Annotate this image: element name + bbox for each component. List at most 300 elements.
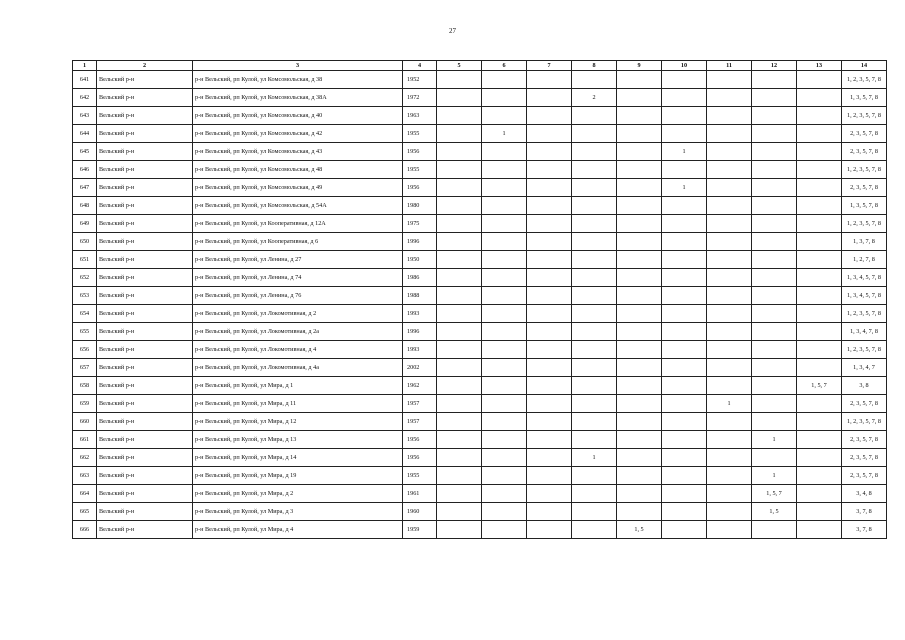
table-cell (572, 233, 617, 251)
table-cell: 1, 5, 7 (752, 485, 797, 503)
table-cell: 1, 5, 7 (797, 377, 842, 395)
table-row (73, 359, 887, 377)
table-cell: Вельский р-н (97, 251, 193, 269)
column-header: 4 (403, 61, 437, 71)
table-row (73, 89, 887, 107)
table-cell: 660 (73, 413, 97, 431)
table-cell (482, 341, 527, 359)
column-header: 3 (193, 61, 403, 71)
table-cell: 1, 2, 3, 5, 7, 8 (842, 413, 887, 431)
table-cell: 651 (73, 251, 97, 269)
table-cell (752, 323, 797, 341)
table-cell (662, 323, 707, 341)
table-cell (437, 341, 482, 359)
table-cell: Вельский р-н (97, 359, 193, 377)
table-cell: 2002 (403, 359, 437, 377)
table-cell (482, 521, 527, 539)
table-cell (707, 233, 752, 251)
table-cell: р-н Вельский, рп Кулой, ул Мира, д 4 (193, 521, 403, 539)
table-cell: 1, 2, 3, 5, 7, 8 (842, 215, 887, 233)
table-cell (572, 341, 617, 359)
table-cell: 1956 (403, 143, 437, 161)
table-cell (482, 377, 527, 395)
table-cell (527, 485, 572, 503)
table-cell (797, 215, 842, 233)
table-cell: 657 (73, 359, 97, 377)
table-cell (617, 449, 662, 467)
table-cell (752, 89, 797, 107)
table-cell: 1, 3, 4, 7, 8 (842, 323, 887, 341)
table-cell: 1996 (403, 233, 437, 251)
table-cell (527, 179, 572, 197)
table-cell: 1, 2, 3, 5, 7, 8 (842, 107, 887, 125)
table-cell (662, 305, 707, 323)
table-cell: 2 (572, 89, 617, 107)
table-cell: Вельский р-н (97, 215, 193, 233)
table-cell: 2, 3, 5, 7, 8 (842, 449, 887, 467)
table-cell (527, 107, 572, 125)
table-cell: Вельский р-н (97, 449, 193, 467)
table-cell (437, 107, 482, 125)
table-cell (752, 269, 797, 287)
table-cell (572, 395, 617, 413)
table-cell: р-н Вельский, рп Кулой, ул Комсомольская, д 54А (193, 197, 403, 215)
table-cell (707, 215, 752, 233)
table-row (73, 395, 887, 413)
table-cell (752, 125, 797, 143)
table-cell (617, 305, 662, 323)
table-cell (527, 125, 572, 143)
table-cell (797, 125, 842, 143)
table-cell (662, 197, 707, 215)
table-cell (437, 215, 482, 233)
table-cell (572, 359, 617, 377)
table-cell: 1950 (403, 251, 437, 269)
table-cell (662, 395, 707, 413)
table-cell (527, 71, 572, 89)
table-cell: 652 (73, 269, 97, 287)
page-number: 27 (449, 27, 456, 35)
table-cell: 648 (73, 197, 97, 215)
table-cell (437, 305, 482, 323)
table-cell (527, 89, 572, 107)
table-cell: 2, 3, 5, 7, 8 (842, 395, 887, 413)
table-cell: 1, 5 (617, 521, 662, 539)
table-cell (707, 287, 752, 305)
table-cell (482, 449, 527, 467)
table-cell: 647 (73, 179, 97, 197)
table-cell (527, 323, 572, 341)
table-cell (482, 359, 527, 377)
table-cell (662, 449, 707, 467)
table-cell (572, 305, 617, 323)
table-cell (662, 521, 707, 539)
table-cell (572, 161, 617, 179)
table-cell: р-н Вельский, рп Кулой, ул Мира, д 11 (193, 395, 403, 413)
table-cell (437, 287, 482, 305)
table-cell: Вельский р-н (97, 197, 193, 215)
table-cell (437, 359, 482, 377)
table-cell: 1, 2, 3, 5, 7, 8 (842, 71, 887, 89)
table-cell: Вельский р-н (97, 161, 193, 179)
table-cell (482, 233, 527, 251)
table-cell (707, 179, 752, 197)
table-cell (482, 323, 527, 341)
table-cell (752, 179, 797, 197)
table-cell (707, 359, 752, 377)
table-cell (437, 89, 482, 107)
table-cell: 1, 2, 3, 5, 7, 8 (842, 161, 887, 179)
table-cell: 1952 (403, 71, 437, 89)
table-cell (797, 287, 842, 305)
table-cell: 1, 3, 5, 7, 8 (842, 89, 887, 107)
table-cell (437, 503, 482, 521)
table-cell (437, 449, 482, 467)
table-cell (527, 449, 572, 467)
table-row (73, 449, 887, 467)
table-cell (572, 269, 617, 287)
table-cell: 3, 7, 8 (842, 503, 887, 521)
table-cell (572, 143, 617, 161)
table-cell: 1, 3, 4, 5, 7, 8 (842, 269, 887, 287)
table-cell (437, 467, 482, 485)
table-cell: р-н Вельский, рп Кулой, ул Мира, д 3 (193, 503, 403, 521)
table-cell (527, 467, 572, 485)
table-cell (437, 377, 482, 395)
table-cell: р-н Вельский, рп Кулой, ул Локомотивная, д 2 (193, 305, 403, 323)
table-cell (572, 431, 617, 449)
table-cell (482, 161, 527, 179)
table-row (73, 71, 887, 89)
table-cell (572, 503, 617, 521)
table-cell: 1, 3, 4, 5, 7, 8 (842, 287, 887, 305)
table-cell: 1 (752, 467, 797, 485)
table-cell (572, 197, 617, 215)
table-cell (797, 161, 842, 179)
table-cell: р-н Вельский, рп Кулой, ул Мира, д 2 (193, 485, 403, 503)
table-cell (437, 395, 482, 413)
table-cell (797, 233, 842, 251)
table-cell (437, 71, 482, 89)
table-cell (437, 485, 482, 503)
table-cell (572, 413, 617, 431)
table-cell: 1996 (403, 323, 437, 341)
table-row (73, 161, 887, 179)
table-cell (482, 395, 527, 413)
table-cell: 654 (73, 305, 97, 323)
table-cell (752, 449, 797, 467)
table-cell: р-н Вельский, рп Кулой, ул Комсомольская, д 38А (193, 89, 403, 107)
table-cell: 659 (73, 395, 97, 413)
table-row (73, 503, 887, 521)
table-cell: 1956 (403, 431, 437, 449)
table-cell (572, 179, 617, 197)
table-cell: 1956 (403, 449, 437, 467)
table-cell (797, 503, 842, 521)
table-cell (527, 503, 572, 521)
table-cell: 1986 (403, 269, 437, 287)
table-cell: 3, 7, 8 (842, 521, 887, 539)
table-row (73, 341, 887, 359)
table-cell (797, 89, 842, 107)
table-cell (527, 413, 572, 431)
table-cell: р-н Вельский, рп Кулой, ул Локомотивная, д 4а (193, 359, 403, 377)
table-cell (572, 125, 617, 143)
table-cell: р-н Вельский, рп Кулой, ул Мира, д 14 (193, 449, 403, 467)
table-cell: Вельский р-н (97, 503, 193, 521)
table-cell (797, 251, 842, 269)
table-cell: Вельский р-н (97, 143, 193, 161)
table-cell: р-н Вельский, рп Кулой, ул Комсомольская, д 42 (193, 125, 403, 143)
table-cell (707, 143, 752, 161)
table-cell (797, 359, 842, 377)
table-cell (527, 305, 572, 323)
column-header: 10 (662, 61, 707, 71)
table-cell: 1, 2, 7, 8 (842, 251, 887, 269)
table-cell (527, 359, 572, 377)
table-cell (662, 359, 707, 377)
table-cell (617, 107, 662, 125)
table-cell (797, 467, 842, 485)
table-cell: 1 (662, 179, 707, 197)
table-cell (572, 287, 617, 305)
table-cell (437, 161, 482, 179)
table-cell (617, 251, 662, 269)
table-cell: 1 (572, 449, 617, 467)
table-cell (482, 251, 527, 269)
table-cell (617, 143, 662, 161)
table-row (73, 125, 887, 143)
table-cell: р-н Вельский, рп Кулой, ул Мира, д 12 (193, 413, 403, 431)
table-cell (437, 413, 482, 431)
table-cell (572, 323, 617, 341)
table-cell (617, 503, 662, 521)
table-cell (707, 251, 752, 269)
table-cell: р-н Вельский, рп Кулой, ул Ленина, д 76 (193, 287, 403, 305)
table-cell: Вельский р-н (97, 467, 193, 485)
table-cell: 1, 3, 5, 7, 8 (842, 197, 887, 215)
table-cell: 1957 (403, 413, 437, 431)
table-row (73, 431, 887, 449)
table-cell (482, 467, 527, 485)
table-cell (482, 143, 527, 161)
table-row (73, 251, 887, 269)
column-header: 8 (572, 61, 617, 71)
table-cell (752, 413, 797, 431)
table-cell (707, 431, 752, 449)
column-header: 2 (97, 61, 193, 71)
column-header: 13 (797, 61, 842, 71)
table-cell (797, 341, 842, 359)
table-cell (482, 503, 527, 521)
table-cell: Вельский р-н (97, 395, 193, 413)
column-header: 5 (437, 61, 482, 71)
table-cell: 1993 (403, 341, 437, 359)
table-cell (527, 395, 572, 413)
table-cell (527, 143, 572, 161)
table-cell (797, 521, 842, 539)
table-cell (572, 251, 617, 269)
table-cell: 1, 5 (752, 503, 797, 521)
table-cell (662, 161, 707, 179)
table-cell (482, 269, 527, 287)
table-cell (617, 485, 662, 503)
table-cell: 643 (73, 107, 97, 125)
table-cell (662, 89, 707, 107)
table-cell (617, 395, 662, 413)
table-cell: 1957 (403, 395, 437, 413)
table-cell (617, 71, 662, 89)
table-cell (482, 431, 527, 449)
table-cell: 2, 3, 5, 7, 8 (842, 125, 887, 143)
table-cell (482, 215, 527, 233)
table-cell (752, 197, 797, 215)
table-cell (437, 323, 482, 341)
table-cell: 1 (662, 143, 707, 161)
table-cell (527, 215, 572, 233)
table-cell (617, 377, 662, 395)
table-cell: 1 (707, 395, 752, 413)
table-cell (572, 71, 617, 89)
table-cell (527, 269, 572, 287)
table-cell: Вельский р-н (97, 521, 193, 539)
table-cell: р-н Вельский, рп Кулой, ул Комсомольская, д 38 (193, 71, 403, 89)
table-row (73, 377, 887, 395)
table-cell: 655 (73, 323, 97, 341)
table-cell: р-н Вельский, рп Кулой, ул Комсомольская, д 48 (193, 161, 403, 179)
table-cell: р-н Вельский, рп Кулой, ул Мира, д 19 (193, 467, 403, 485)
table-cell (617, 125, 662, 143)
table-cell: Вельский р-н (97, 179, 193, 197)
table-row (73, 107, 887, 125)
table-row (73, 179, 887, 197)
table-cell (752, 161, 797, 179)
table-cell: 2, 3, 5, 7, 8 (842, 143, 887, 161)
table-cell: Вельский р-н (97, 485, 193, 503)
table-cell (617, 197, 662, 215)
table-cell (707, 107, 752, 125)
table-cell: 653 (73, 287, 97, 305)
table-cell (797, 431, 842, 449)
column-header: 6 (482, 61, 527, 71)
table-cell: Вельский р-н (97, 107, 193, 125)
table-cell: Вельский р-н (97, 305, 193, 323)
table-row (73, 215, 887, 233)
table-cell (617, 269, 662, 287)
table-cell (707, 449, 752, 467)
table-cell (482, 485, 527, 503)
table-cell (572, 215, 617, 233)
table-cell (572, 377, 617, 395)
table-cell: 661 (73, 431, 97, 449)
table-cell (797, 323, 842, 341)
table-row (73, 413, 887, 431)
table-cell: 1993 (403, 305, 437, 323)
table-cell (527, 287, 572, 305)
register-table (72, 60, 887, 539)
table-cell (617, 431, 662, 449)
table-cell: 1972 (403, 89, 437, 107)
table-cell: 1962 (403, 377, 437, 395)
table-cell (527, 431, 572, 449)
table-cell (662, 431, 707, 449)
table-cell: 650 (73, 233, 97, 251)
table-cell (707, 125, 752, 143)
table-cell: Вельский р-н (97, 269, 193, 287)
table-cell: 663 (73, 467, 97, 485)
table-cell: 1963 (403, 107, 437, 125)
table-cell (617, 359, 662, 377)
table-cell (572, 467, 617, 485)
table-cell (752, 107, 797, 125)
table-cell: р-н Вельский, рп Кулой, ул Комсомольская, д 49 (193, 179, 403, 197)
table-cell (752, 395, 797, 413)
table-cell (707, 89, 752, 107)
table-cell: 664 (73, 485, 97, 503)
table-row (73, 323, 887, 341)
table-cell: Вельский р-н (97, 377, 193, 395)
table-cell (662, 107, 707, 125)
table-cell (662, 377, 707, 395)
table-cell: 642 (73, 89, 97, 107)
table-cell: Вельский р-н (97, 341, 193, 359)
table-cell (662, 215, 707, 233)
table-cell (797, 413, 842, 431)
table-cell (662, 341, 707, 359)
column-header: 7 (527, 61, 572, 71)
table-cell: 646 (73, 161, 97, 179)
column-header: 12 (752, 61, 797, 71)
table-row (73, 143, 887, 161)
table-cell: 1960 (403, 503, 437, 521)
table-cell: 1 (752, 431, 797, 449)
table-cell: 2, 3, 5, 7, 8 (842, 467, 887, 485)
table-cell: р-н Вельский, рп Кулой, ул Мира, д 13 (193, 431, 403, 449)
table-cell: 666 (73, 521, 97, 539)
table-cell: 3, 8 (842, 377, 887, 395)
table-cell (707, 503, 752, 521)
table-cell (617, 215, 662, 233)
table-cell: 665 (73, 503, 97, 521)
table-row (73, 269, 887, 287)
table-cell: 1956 (403, 179, 437, 197)
table-cell: р-н Вельский, рп Кулой, ул Комсомольская, д 43 (193, 143, 403, 161)
table-cell (617, 89, 662, 107)
table-cell (752, 143, 797, 161)
table-cell (752, 215, 797, 233)
table-cell (482, 89, 527, 107)
table-cell (797, 449, 842, 467)
table-cell (707, 413, 752, 431)
table-cell: р-н Вельский, рп Кулой, ул Локомотивная, д 4 (193, 341, 403, 359)
table-cell: 3, 4, 8 (842, 485, 887, 503)
table-cell (797, 269, 842, 287)
table-cell: Вельский р-н (97, 431, 193, 449)
table-cell (662, 503, 707, 521)
table-cell (797, 395, 842, 413)
table-cell (617, 161, 662, 179)
table-cell (752, 233, 797, 251)
table-cell (437, 125, 482, 143)
table-row (73, 197, 887, 215)
table-cell (707, 305, 752, 323)
table-cell: 1955 (403, 467, 437, 485)
table-cell (437, 143, 482, 161)
table-cell (482, 71, 527, 89)
table-cell (527, 197, 572, 215)
table-cell (752, 359, 797, 377)
table-cell: 658 (73, 377, 97, 395)
